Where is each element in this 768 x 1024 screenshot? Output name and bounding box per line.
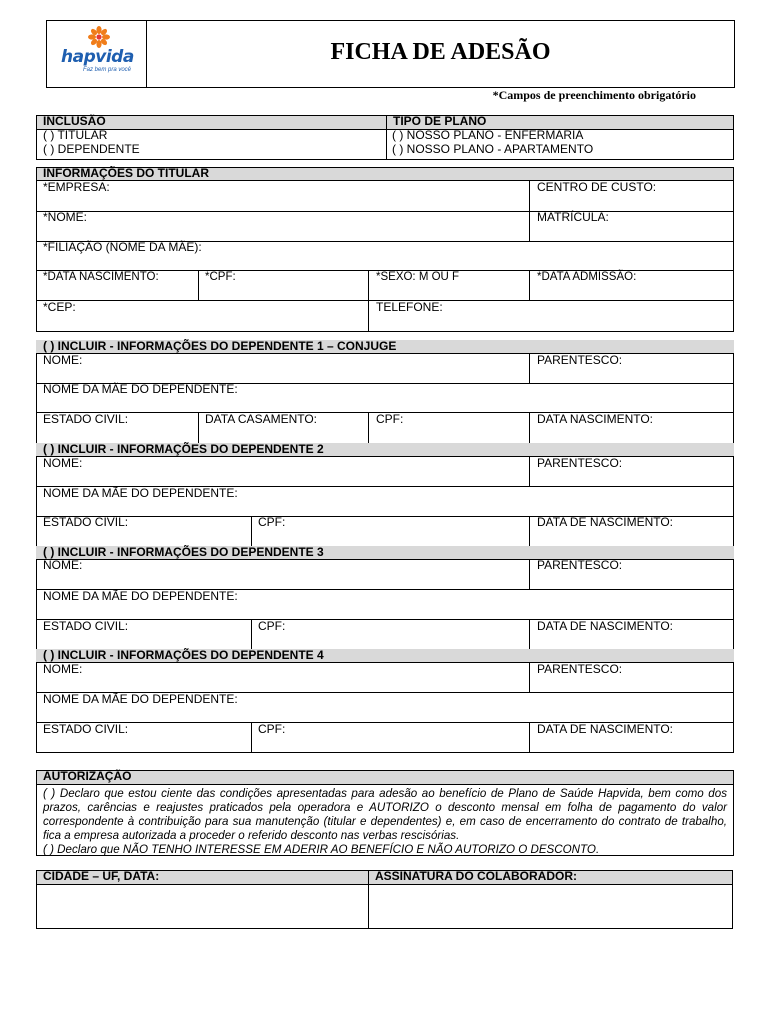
- dependente-4-parentesco-field[interactable]: PARENTESCO:: [537, 662, 623, 676]
- titular-telefone-field[interactable]: TELEFONE:: [376, 300, 443, 314]
- dependente-1-data-nascimento-field[interactable]: DATA NASCIMENTO:: [537, 412, 654, 426]
- dependente-1-nome-field[interactable]: NOME:: [43, 353, 83, 367]
- dependente-2-data-nascimento-field[interactable]: DATA DE NASCIMENTO:: [537, 515, 674, 529]
- dependente-3-data-nascimento-field[interactable]: DATA DE NASCIMENTO:: [537, 619, 674, 633]
- dependente-2-header[interactable]: ( ) INCLUIR - INFORMAÇÕES DO DEPENDENTE 2: [36, 443, 734, 456]
- option-titular[interactable]: ( ) TITULAR: [43, 128, 108, 142]
- dependente-4-estado-civil-field[interactable]: ESTADO CIVIL:: [43, 722, 129, 736]
- titular-cpf-field[interactable]: *CPF:: [205, 271, 236, 283]
- assinatura-colaborador-field[interactable]: [369, 885, 732, 928]
- dependente-4-cpf-field[interactable]: CPF:: [258, 722, 286, 736]
- dependente-4-nome-field[interactable]: NOME:: [43, 662, 83, 676]
- option-dependente[interactable]: ( ) DEPENDENTE: [43, 142, 140, 156]
- option-apartamento[interactable]: ( ) NOSSO PLANO - APARTAMENTO: [392, 142, 594, 156]
- dependente-2-nome-mae-field[interactable]: NOME DA MÃE DO DEPENDENTE:: [43, 486, 238, 500]
- titular-sexo-field[interactable]: *SEXO: M OU F: [376, 271, 460, 283]
- dependente-1-nome-mae-field[interactable]: NOME DA MÃE DO DEPENDENTE:: [43, 382, 238, 396]
- titular-centro-custo-field[interactable]: CENTRO DE CUSTO:: [537, 180, 657, 194]
- dependente-1-data-casamento-field[interactable]: DATA CASAMENTO:: [205, 412, 318, 426]
- required-fields-note: *Campos de preenchimento obrigatório: [492, 88, 696, 102]
- dependente-3-parentesco-field[interactable]: PARENTESCO:: [537, 558, 623, 572]
- titular-header: INFORMAÇÕES DO TITULAR: [36, 167, 734, 180]
- titular-filiacao-field[interactable]: *FILIAÇÃO (NOME DA MÃE):: [43, 240, 202, 254]
- logo-wordmark: hapvida: [61, 47, 134, 67]
- dependente-3-nome-field[interactable]: NOME:: [43, 558, 83, 572]
- dependente-4-nome-mae-field[interactable]: NOME DA MÃE DO DEPENDENTE:: [43, 692, 238, 706]
- titular-data-admissao-field[interactable]: *DATA ADMISSÃO:: [537, 271, 637, 283]
- dependente-1-cpf-field[interactable]: CPF:: [376, 412, 404, 426]
- titular-empresa-field[interactable]: *EMPRESA:: [43, 180, 110, 194]
- autorizacao-option-nao-autorizo[interactable]: ( ) Declaro que NÃO TENHO INTERESSE EM ADERIR AO BENEFÍCIO E NÃO AUTORIZO O DESCONTO.: [43, 843, 600, 856]
- logo-tagline: Faz bem pra você: [83, 67, 132, 73]
- hapvida-logo: [46, 20, 147, 88]
- dependente-2-nome-field[interactable]: NOME:: [43, 456, 83, 470]
- inclusao-header: INCLUSÃO: [36, 115, 386, 129]
- assinatura-header: ASSINATURA DO COLABORADOR:: [368, 870, 733, 884]
- dependente-3-nome-mae-field[interactable]: NOME DA MÃE DO DEPENDENTE:: [43, 589, 238, 603]
- titular-cep-field[interactable]: *CEP:: [43, 300, 76, 314]
- flower-logo-icon: [87, 25, 111, 49]
- dependente-2-estado-civil-field[interactable]: ESTADO CIVIL:: [43, 515, 129, 529]
- cidade-uf-data-field[interactable]: [37, 885, 367, 928]
- tipo-plano-header: TIPO DE PLANO: [386, 115, 733, 129]
- autorizacao-header: AUTORIZAÇÃO: [36, 770, 734, 784]
- dependente-1-header[interactable]: ( ) INCLUIR - INFORMAÇÕES DO DEPENDENTE 1 – CONJUGE: [36, 340, 734, 353]
- dependente-3-header[interactable]: ( ) INCLUIR - INFORMAÇÕES DO DEPENDENTE 3: [36, 546, 734, 559]
- option-enfermaria[interactable]: ( ) NOSSO PLANO - ENFERMARIA: [392, 128, 584, 142]
- titular-matricula-field[interactable]: MATRÍCULA:: [537, 210, 609, 224]
- autorizacao-option-autorizo[interactable]: ( ) Declaro que estou ciente das condições apresentadas para adesão ao benefício de Plano de Saúde Hapvida, bem como dos prazos, carências e reajustes praticados pela operadora e AUTORIZO o desconto mensal em folha de pagamento do valor correspondente à contribuição para sua manutenção (titular e dependentes) e, em caso de encerramento do contrato de trabalho, fica a empresa autorizada a proceder o referido desconto nas verbas rescisórias.: [43, 787, 727, 842]
- titular-nome-field[interactable]: *NOME:: [43, 210, 88, 224]
- dependente-2-cpf-field[interactable]: CPF:: [258, 515, 286, 529]
- dependente-3-cpf-field[interactable]: CPF:: [258, 619, 286, 633]
- titular-data-nascimento-field[interactable]: *DATA NASCIMENTO:: [43, 271, 159, 283]
- dependente-3-estado-civil-field[interactable]: ESTADO CIVIL:: [43, 619, 129, 633]
- page-title: FICHA DE ADESÃO: [330, 39, 551, 65]
- dependente-2-parentesco-field[interactable]: PARENTESCO:: [537, 456, 623, 470]
- dependente-4-header[interactable]: ( ) INCLUIR - INFORMAÇÕES DO DEPENDENTE 4: [36, 649, 734, 662]
- dependente-1-estado-civil-field[interactable]: ESTADO CIVIL:: [43, 412, 129, 426]
- dependente-4-data-nascimento-field[interactable]: DATA DE NASCIMENTO:: [537, 722, 674, 736]
- plan-section-box: [36, 115, 734, 160]
- cidade-header: CIDADE – UF, DATA:: [36, 870, 368, 884]
- autorizacao-text: [43, 787, 727, 857]
- dependente-1-parentesco-field[interactable]: PARENTESCO:: [537, 353, 623, 367]
